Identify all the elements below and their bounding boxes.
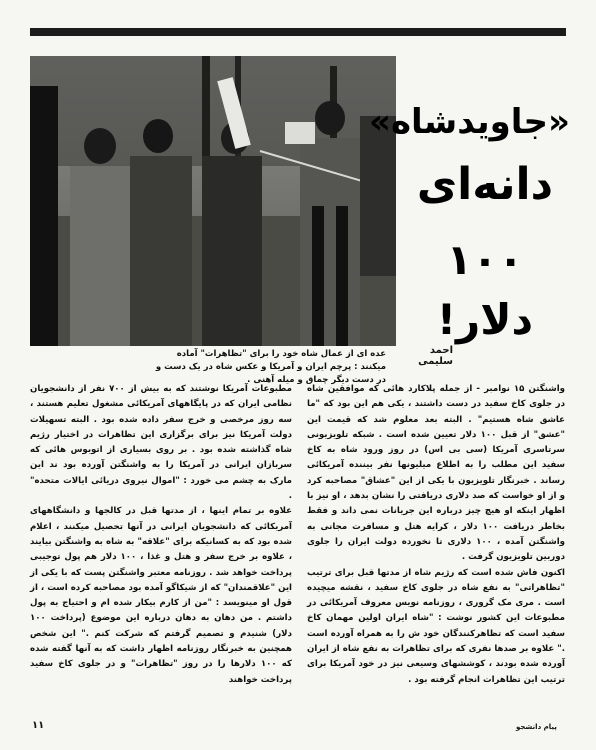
article-photo xyxy=(30,56,396,346)
paragraph: علاوه بر تمام اینها ، از مدتها قبل در کالجها و دانشگاههای آمریکائی که دانشجویان ایرانی در آنها تحصیل میکنند ، اعلام شده بود که به کسانیکه برای "علاقه" به شاه به واشنگتن بیایند ، علاوه بر خرج سفر و هتل و غذا ، ۱۰۰ دلار هم پول توجیبی پرداخت خواهد شد . روزنامه معتبر واشنگتن پست که با یکی از این "علاقمندان" که از شیکاگو آمده بود مصاحبه کرده است ، از قول او مینویسد : "من از کارم بیکار شده ام و احتیاج به پول داشتم . من دهان به دهان درباره این موضوع (پرداخت ۱۰۰ دلار) شنیدم و تصمیم گرفتم که شرکت کنم ." این شخص همچنین به خبرنگار روزنامه اظهار داشت که به آنها گفته شده که ۱۰۰ دلارها را در روز "تظاهرات" و در جلوی کاخ سفید پرداخت خواهند xyxy=(30,506,292,685)
author-byline: احمد سلیمی xyxy=(418,345,453,367)
headline-line-2: دانه‌ای xyxy=(416,159,554,210)
headline-line-3: ۱۰۰ دلار! xyxy=(436,235,534,344)
publication-footer: پیام دانشجو xyxy=(516,723,557,731)
article-column-left xyxy=(30,382,292,688)
paragraph: مطبوعات آمریکا نوشتند که به بیش از ۷۰۰ نفر از دانشجویان نظامی ایران که در پایگاههای آمریکائی مشغول تعلیم هستند ، سه روز مرخصی و خرج سفر داده شده بود . البته تسهیلات دولت آمریکا نیز برای برگزاری این تظاهرات در اختیار رژیم شاه گذاشته شده بود . بر روی بسیاری از اتوبوس هائی که سربازان ایرانی در آمریکا را به واشنگتن آورده بود ند این مارک به چشم می خورد : "اموال نیروی دریائی ایالات متحده" . xyxy=(30,384,292,502)
paragraph: واشنگتن ۱۵ نوامبر - از جمله پلاکارد هائی که موافقین شاه در جلوی کاخ سفید در دست داشتند ، یکی هم این بود که "ما عاشق شاه هستیم" . البته بعد معلوم شد که قیمت این "عشق" از قبل ۱۰۰ دلار تعیین شده است . شبکه تلویزیونی سرتاسری آمریکا (سی بی اس) در روز ورود شاه به کاخ سفید این مطلب را به اطلاع میلیونها نفر بیننده آمریکائی رساند . خبرنگار تلویزیون با یکی از این "عشاق" مصاحبه کرد و از او خواست که صد دلاری دریافتی را نشان بدهد ، او نیز با اظهار اینکه او هیچ چیز درباره این جریانات نمی داند و فقط بخاطر دریافت ۱۰۰ دلار ، کرایه هتل و مسافرت مجانی به واشنگتن آمده ، ۱۰۰ دلاری تا نخورده دولت ایران را جلوی دوربین تلویزیون گرفت . xyxy=(307,384,565,563)
headline-line-1: «جاویدشاه» xyxy=(368,102,570,142)
photo-caption: عده ای از عمال شاه خود را برای "تظاهرات" آماده میکنند : پرچم ایران و آمریکا و عکس شاه در یک دست و در دست دیگر چماق و میله آهنی . xyxy=(155,349,386,385)
paragraph: اکنون فاش شده است که رژیم شاه از مدتها قبل برای ترتیب "تظاهراتی" به نفع شاه در جلوی کاخ سفید ، نقشه میچیده است . مری مک گروری ، روزنامه نویس معروف آمریکائی در مطبوعات این کشور نوشت : "شاه ایران اولین مهمان کاخ سفید است که تظاهرکنندگان خود ش را به همراه آورده است ." علاوه بر صدها نفری که برای تظاهرات به نفع شاه از ایران آورده شده بودند ، کوششهای وسیعی نیز در خود آمریکا برای ترتیب این تظاهرات انجام گرفته بود . xyxy=(307,567,565,685)
top-rule xyxy=(30,28,566,36)
page-number: ۱۱ xyxy=(32,720,45,731)
article-column-right xyxy=(307,382,565,688)
headline xyxy=(368,100,570,350)
